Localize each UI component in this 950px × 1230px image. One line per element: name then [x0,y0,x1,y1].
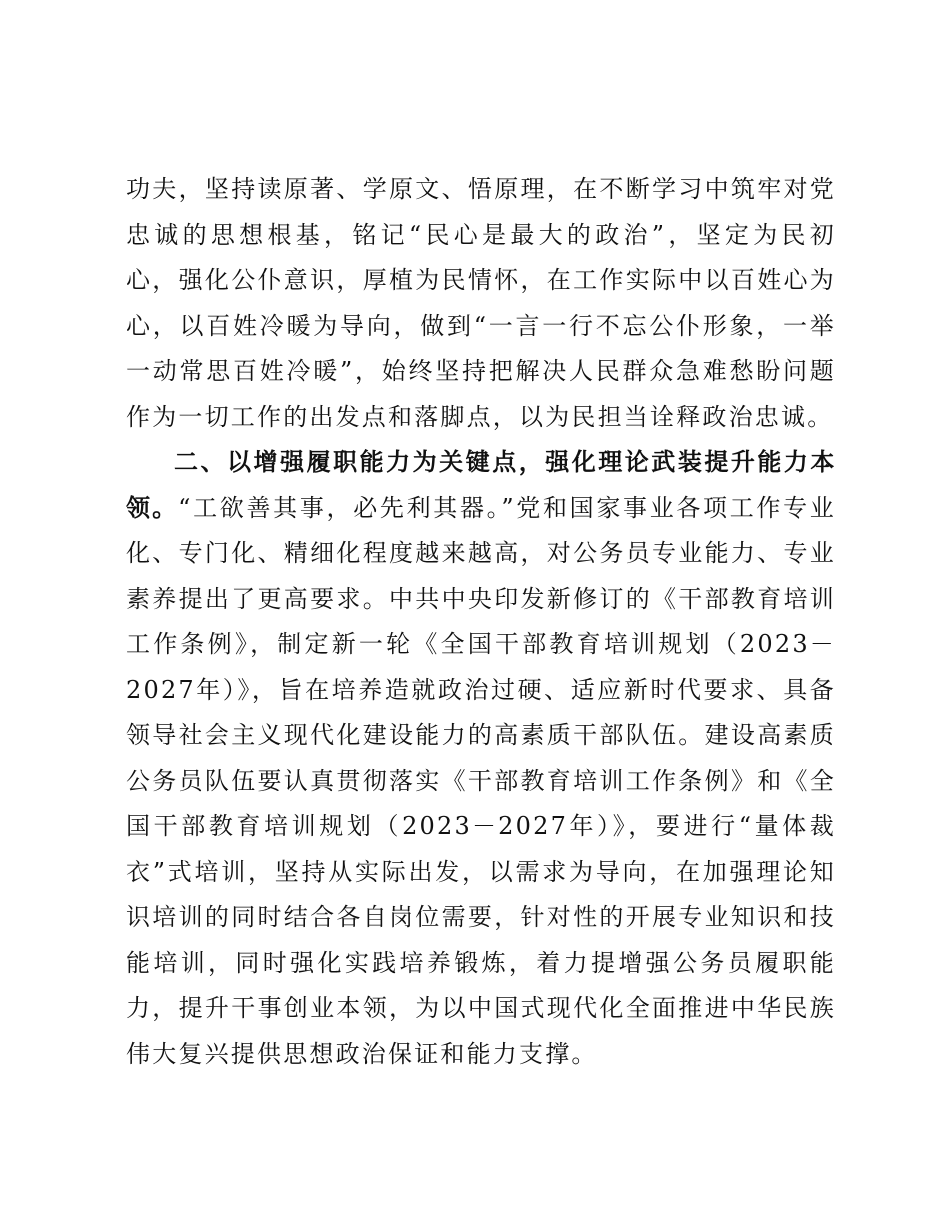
section-two-paragraph [126,440,836,1077]
section-two-body: “工欲善其事，必先利其器。”党和国家事业各项工作专业化、专门化、精细化程度越来越高，对公务员专业能力、专业素养提出了更高要求。中共中央印发新修订的《干部教育培训工作条例》，制定新一轮《全国干部教育培训规划（2023－2027年）》，旨在培养造就政治过硬、适应新时代要求、具备领导社会主义现代化建设能力的高素质干部队伍。建设高素质公务员队伍要认真贯彻落实《干部教育培训工作条例》和《全国干部教育培训规划（2023－2027年）》，要进行“量体裁衣”式培训，坚持从实际出发，以需求为导向，在加强理论知识培训的同时结合各自岗位需要，针对性的开展专业知识和技能培训，同时强化实践培养锻炼，着力提增强公务员履职能力，提升干事创业本领，为以中国式现代化全面推进中华民族伟大复兴提供思想政治保证和能力支撑。 [126,493,836,1068]
document-body [126,167,836,1077]
section-two-heading: 二、以增强履职能力为关键点，强化理论武装提升能力本领。 [126,448,836,522]
paragraph-continuation: 功夫，坚持读原著、学原文、悟原理，在不断学习中筑牢对党忠诚的思想根基，铭记“民心是最大的政治”，坚定为民初心，强化公仆意识，厚植为民情怀，在工作实际中以百姓心为心，以百姓冷暖为导向，做到“一言一行不忘公仆形象，一举一动常思百姓冷暖”，始终坚持把解决人民群众急难愁盼问题作为一切工作的出发点和落脚点，以为民担当诠释政治忠诚。 [126,175,836,431]
